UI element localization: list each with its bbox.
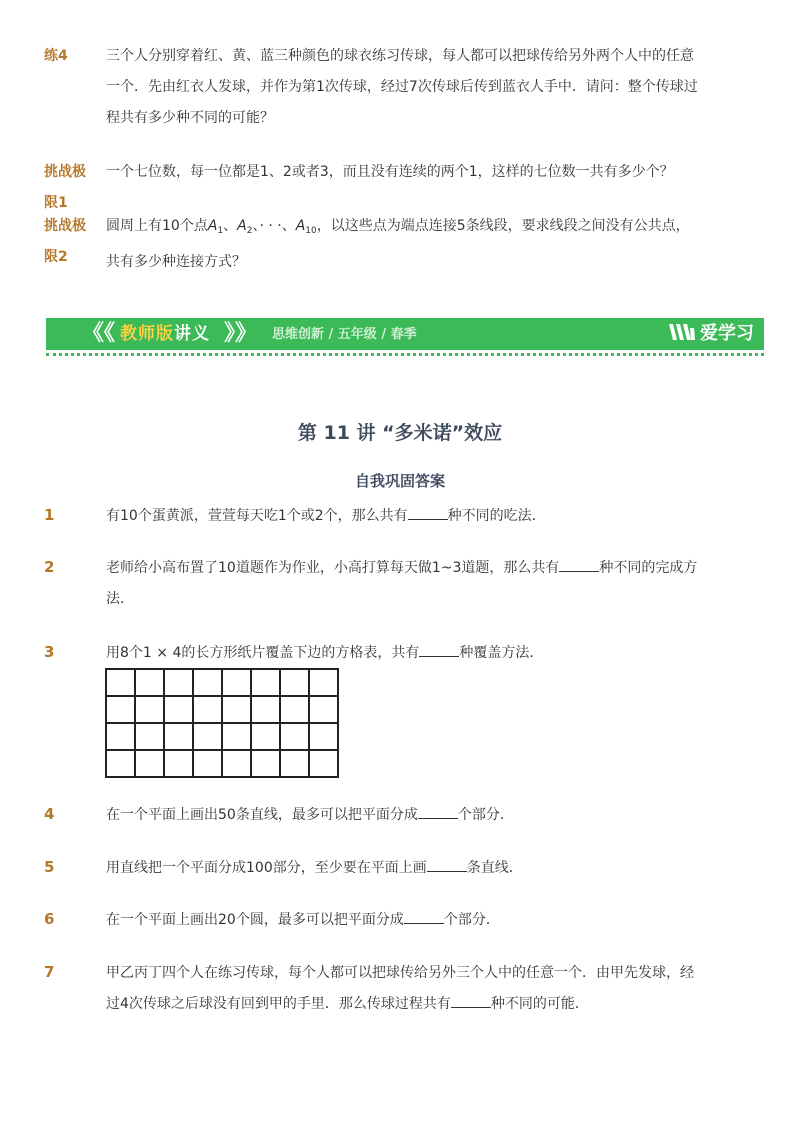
challenge-problem-1 bbox=[44, 157, 724, 211]
answer-5-text: 用直线把一个平面分成100部分，至少要在平面上画 条直线． bbox=[106, 860, 523, 876]
grid-row bbox=[106, 696, 338, 723]
grid-cell bbox=[309, 696, 338, 723]
grid-row bbox=[106, 723, 338, 750]
brand-logo: 爱学习 bbox=[668, 321, 754, 347]
grid-cell bbox=[309, 750, 338, 777]
grid-cell bbox=[193, 723, 222, 750]
grid-cell bbox=[106, 669, 135, 696]
chevron-left-icon: 《《 bbox=[82, 321, 116, 346]
challenge1-label-b: 限1 bbox=[44, 195, 68, 211]
answer-blank bbox=[419, 644, 459, 657]
grid-cell bbox=[222, 750, 251, 777]
chevron-right-icon: 》》 bbox=[224, 321, 258, 346]
answer-blank bbox=[418, 806, 458, 819]
practice-line-2: 一个．先由红衣人发球，并作为第1次传球，经过7次传球后传到蓝衣人手中．请问：整个传球过 bbox=[106, 79, 698, 95]
challenge2-text bbox=[106, 211, 724, 278]
answer-2-number: 2 bbox=[44, 558, 55, 576]
answer-5-number: 5 bbox=[44, 858, 55, 876]
grid-cell bbox=[106, 723, 135, 750]
grid-row bbox=[106, 669, 338, 696]
grid-cell bbox=[135, 669, 164, 696]
answer-2-text: 老师给小高布置了10道题作为作业，小高打算每天做1~3道题，那么共有 种不同的完成方 法． bbox=[106, 560, 698, 607]
grid-cell bbox=[193, 750, 222, 777]
answer-blank bbox=[451, 995, 491, 1008]
grid-cell bbox=[280, 723, 309, 750]
banner-subtitle: 思维创新 / 五年级 / 春季 bbox=[272, 327, 417, 342]
practice-label: 练4 bbox=[44, 48, 68, 64]
grid-cell bbox=[193, 696, 222, 723]
practice-problem-4 bbox=[44, 41, 724, 134]
challenge2-label-b: 限2 bbox=[44, 249, 68, 265]
answer-4-number: 4 bbox=[44, 805, 55, 823]
grid-cell bbox=[251, 669, 280, 696]
grid-cell bbox=[280, 750, 309, 777]
answer-blank bbox=[404, 911, 444, 924]
practice-line-3: 程共有多少种不同的可能？ bbox=[106, 110, 274, 126]
section-banner bbox=[46, 318, 764, 350]
answer-7-text: 甲乙丙丁四个人在练习传球，每个人都可以把球传给另外三个人中的任意一个．由甲先发球，经 过4次传球之后球没有回到甲的手里．那么传球过程共有 种不同的可能． bbox=[106, 965, 694, 1012]
answer-4-text: 在一个平面上画出50条直线，最多可以把平面分成 个部分． bbox=[106, 807, 514, 823]
answer-1-number: 1 bbox=[44, 506, 55, 524]
grid-cell bbox=[222, 723, 251, 750]
answer-7-number: 7 bbox=[44, 963, 55, 981]
lesson-title: 第 11 讲 “多米诺”效应 bbox=[297, 422, 503, 444]
banner-title: 教师版讲义 bbox=[120, 324, 210, 344]
grid-cell bbox=[193, 669, 222, 696]
section-title: 自我巩固答案 bbox=[354, 472, 445, 490]
grid-cell bbox=[135, 723, 164, 750]
grid-cell bbox=[135, 750, 164, 777]
grid-cell bbox=[280, 669, 309, 696]
challenge2-line-2: 共有多少种连接方式？ bbox=[106, 254, 246, 270]
answer-blank bbox=[427, 859, 467, 872]
grid-cell bbox=[280, 696, 309, 723]
grid-cell bbox=[251, 750, 280, 777]
grid-cell bbox=[222, 669, 251, 696]
answer-blank bbox=[559, 559, 599, 572]
answer-6-text: 在一个平面上画出20个圆，最多可以把平面分成 个部分． bbox=[106, 912, 500, 928]
grid-cell bbox=[135, 696, 164, 723]
grid-cell bbox=[164, 723, 193, 750]
brand-logo-icon bbox=[668, 322, 696, 342]
answer-1-text: 有10个蛋黄派，萱萱每天吃1个或2个，那么共有 种不同的吃法． bbox=[106, 508, 546, 524]
grid-cell bbox=[106, 750, 135, 777]
challenge2-label-a: 挑战极 bbox=[44, 218, 86, 234]
grid-cell bbox=[106, 696, 135, 723]
challenge1-text: 一个七位数，每一位都是1、2或者3，而且没有连续的两个1，这样的七位数一共有多少个？ bbox=[106, 164, 674, 180]
grid-cell bbox=[222, 696, 251, 723]
grid-cell bbox=[164, 750, 193, 777]
grid-cell bbox=[309, 669, 338, 696]
banner-dotted-divider bbox=[46, 353, 764, 356]
grid-cell bbox=[309, 723, 338, 750]
challenge-problem-2 bbox=[44, 211, 724, 278]
practice-text bbox=[106, 41, 724, 134]
answer-3-number: 3 bbox=[44, 643, 55, 661]
grid-table bbox=[105, 668, 339, 778]
challenge1-label-a: 挑战极 bbox=[44, 164, 86, 180]
challenge2-line-1: 圆周上有10个点$A_1$、$A_2$、· · ·、$A_{10}$，以这些点为端点连接5条线段，要求线段之间没有公共点， bbox=[106, 218, 690, 236]
answer-blank bbox=[408, 507, 448, 520]
grid-cell bbox=[251, 696, 280, 723]
grid-row bbox=[106, 750, 338, 777]
answer-6-number: 6 bbox=[44, 910, 55, 928]
answer-3-text: 用8个1 × 4的长方形纸片覆盖下边的方格表，共有 种覆盖方法． bbox=[106, 645, 544, 661]
grid-cell bbox=[164, 669, 193, 696]
grid-cell bbox=[251, 723, 280, 750]
practice-line-1: 三个人分别穿着红、黄、蓝三种颜色的球衣练习传球，每人都可以把球传给另外两个人中的任意 bbox=[106, 48, 694, 64]
grid-cell bbox=[164, 696, 193, 723]
